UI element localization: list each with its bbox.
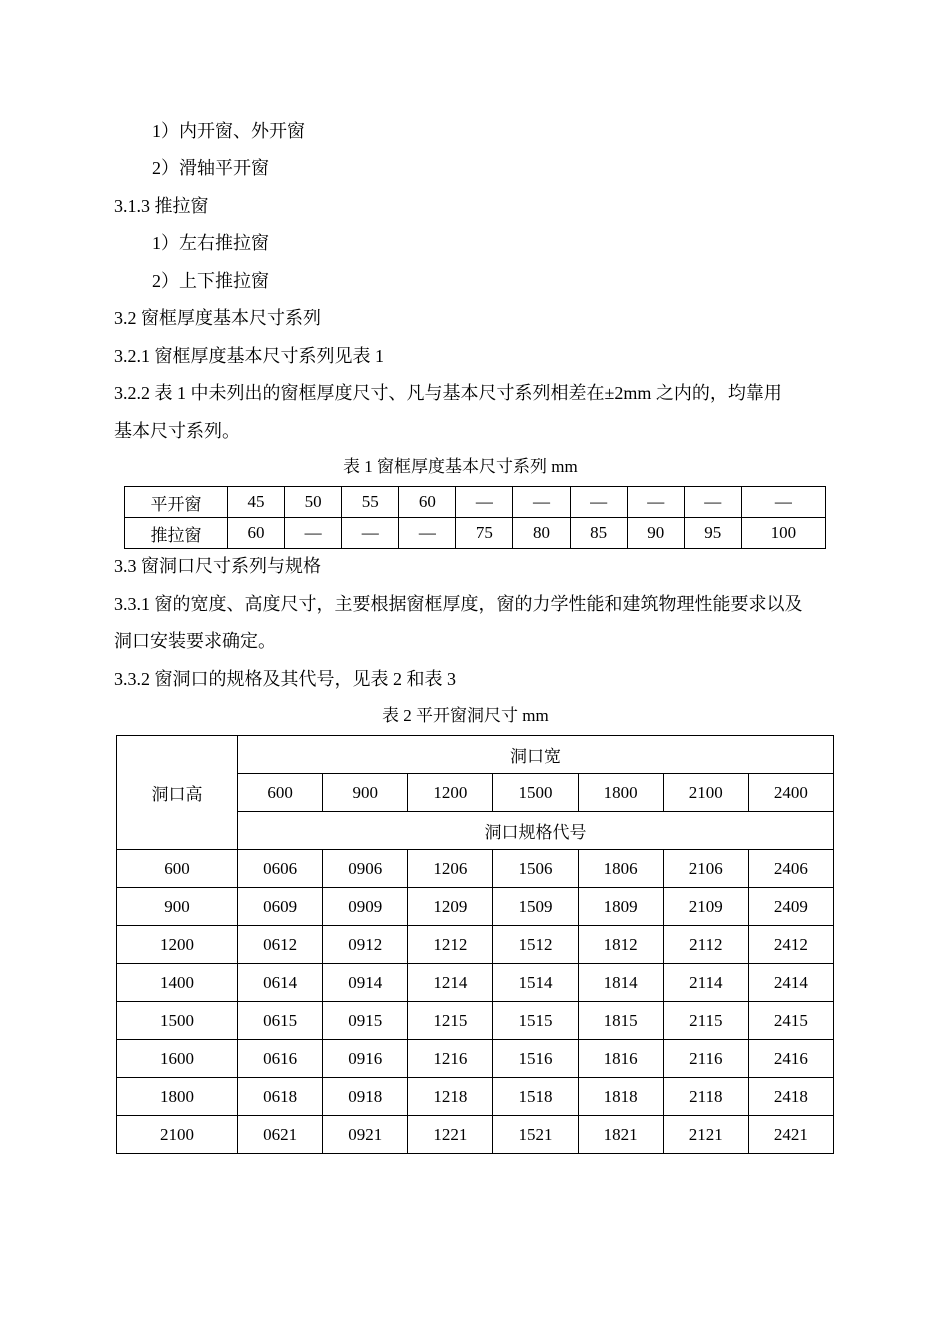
- paragraph: 3.2.2 表 1 中未列出的窗框厚度尺寸、凡与基本尺寸系列相差在±2mm 之内的，均靠用: [114, 383, 782, 403]
- table-cell: 80: [513, 518, 570, 549]
- table-cell: —: [570, 487, 627, 518]
- row-header-cell: 1200: [117, 926, 238, 964]
- table-cell: 1514: [493, 964, 578, 1002]
- table-cell: 1218: [408, 1078, 493, 1116]
- table-cell: 0915: [323, 1002, 408, 1040]
- width-value: 1200: [408, 774, 493, 812]
- table-row: [117, 850, 834, 888]
- table-cell: 1518: [493, 1078, 578, 1116]
- table-cell: 2116: [663, 1040, 748, 1078]
- table-cell: 1214: [408, 964, 493, 1002]
- table-row: [117, 964, 834, 1002]
- table-cell: 2121: [663, 1116, 748, 1154]
- table-cell: 1806: [578, 850, 663, 888]
- table-cell: 90: [627, 518, 684, 549]
- table-cell: —: [684, 487, 741, 518]
- table-cell: 0914: [323, 964, 408, 1002]
- table-cell: 0621: [238, 1116, 323, 1154]
- paragraph-continuation: 基本尺寸系列。: [114, 421, 240, 441]
- table-cell: 2416: [748, 1040, 833, 1078]
- table-row: [125, 487, 826, 518]
- table-cell: 2421: [748, 1116, 833, 1154]
- table-cell: 1512: [493, 926, 578, 964]
- section-heading: 3.1.3 推拉窗: [114, 196, 209, 216]
- table-cell: 0916: [323, 1040, 408, 1078]
- table-cell: 1215: [408, 1002, 493, 1040]
- table-cell: 2412: [748, 926, 833, 964]
- width-value: 600: [238, 774, 323, 812]
- table-cell: 1816: [578, 1040, 663, 1078]
- table-cell: 2118: [663, 1078, 748, 1116]
- table-cell: 95: [684, 518, 741, 549]
- table-row: [117, 1002, 834, 1040]
- section-heading: 3.2 窗框厚度基本尺寸系列: [114, 308, 321, 328]
- table-cell: 0616: [238, 1040, 323, 1078]
- table-cell: 0921: [323, 1116, 408, 1154]
- table-cell: —: [741, 487, 825, 518]
- table1: [124, 486, 826, 549]
- table2: [116, 735, 834, 1154]
- table-cell: 0906: [323, 850, 408, 888]
- width-label: 洞口宽: [238, 736, 834, 774]
- table-cell: 2106: [663, 850, 748, 888]
- table-cell: 45: [228, 487, 285, 518]
- table-cell: 55: [342, 487, 399, 518]
- paragraph-continuation: 洞口安装要求确定。: [114, 631, 276, 651]
- table-row: [117, 888, 834, 926]
- table-cell: 50: [285, 487, 342, 518]
- table-cell: 1212: [408, 926, 493, 964]
- table-cell: 1216: [408, 1040, 493, 1078]
- row-header-cell: 1400: [117, 964, 238, 1002]
- list-item: 2）滑轴平开窗: [152, 158, 269, 178]
- table-cell: 0615: [238, 1002, 323, 1040]
- table-cell: 1815: [578, 1002, 663, 1040]
- table-cell: 1516: [493, 1040, 578, 1078]
- table-cell: 0909: [323, 888, 408, 926]
- list-item: 2）上下推拉窗: [152, 271, 269, 291]
- table-cell: 0618: [238, 1078, 323, 1116]
- width-value: 1500: [493, 774, 578, 812]
- table-row: [117, 1040, 834, 1078]
- row-header-cell: 600: [117, 850, 238, 888]
- table-cell: 0609: [238, 888, 323, 926]
- table1-caption: 表 1 窗框厚度基本尺寸系列 mm: [343, 457, 578, 476]
- table-cell: —: [456, 487, 513, 518]
- table-cell: 0614: [238, 964, 323, 1002]
- table-cell: 2406: [748, 850, 833, 888]
- paragraph: 3.3.2 窗洞口的规格及其代号，见表 2 和表 3: [114, 669, 456, 689]
- table-cell: 75: [456, 518, 513, 549]
- table-cell: 60: [399, 487, 456, 518]
- width-value: 2100: [663, 774, 748, 812]
- table-row: [117, 1078, 834, 1116]
- table-cell: 2409: [748, 888, 833, 926]
- table-cell: 1206: [408, 850, 493, 888]
- table-cell: 2112: [663, 926, 748, 964]
- table-cell: 2115: [663, 1002, 748, 1040]
- table-cell: 2418: [748, 1078, 833, 1116]
- table-cell: 1814: [578, 964, 663, 1002]
- table-cell: —: [342, 518, 399, 549]
- table-row: [125, 518, 826, 549]
- row-header-cell: 1800: [117, 1078, 238, 1116]
- code-label: 洞口规格代号: [238, 812, 834, 850]
- table-cell: 平开窗: [125, 487, 228, 518]
- row-header-cell: 900: [117, 888, 238, 926]
- table-row: [117, 1116, 834, 1154]
- width-value: 2400: [748, 774, 833, 812]
- list-item: 1）内开窗、外开窗: [152, 121, 305, 141]
- section-heading: 3.3 窗洞口尺寸系列与规格: [114, 556, 321, 576]
- table-cell: 0606: [238, 850, 323, 888]
- table-header-row: [117, 736, 834, 774]
- row-header-label: 洞口高: [117, 736, 238, 850]
- paragraph: 3.3.1 窗的宽度、高度尺寸，主要根据窗框厚度，窗的力学性能和建筑物理性能要求以及: [114, 594, 803, 614]
- table-cell: 1515: [493, 1002, 578, 1040]
- row-header-cell: 1600: [117, 1040, 238, 1078]
- table-cell: 2414: [748, 964, 833, 1002]
- table-cell: 推拉窗: [125, 518, 228, 549]
- table-cell: 0918: [323, 1078, 408, 1116]
- table-cell: 1509: [493, 888, 578, 926]
- table-cell: —: [627, 487, 684, 518]
- table-cell: —: [399, 518, 456, 549]
- table2-caption: 表 2 平开窗洞尺寸 mm: [382, 706, 549, 725]
- table-cell: —: [513, 487, 570, 518]
- table-cell: 1521: [493, 1116, 578, 1154]
- paragraph: 3.2.1 窗框厚度基本尺寸系列见表 1: [114, 346, 384, 366]
- table-cell: 1821: [578, 1116, 663, 1154]
- width-value: 1800: [578, 774, 663, 812]
- table-cell: 1221: [408, 1116, 493, 1154]
- table-cell: 1209: [408, 888, 493, 926]
- table-cell: 2114: [663, 964, 748, 1002]
- table-cell: 60: [228, 518, 285, 549]
- table-cell: 1812: [578, 926, 663, 964]
- table-cell: 1818: [578, 1078, 663, 1116]
- table-cell: 1506: [493, 850, 578, 888]
- table-cell: 100: [741, 518, 825, 549]
- table-cell: 85: [570, 518, 627, 549]
- table-cell: —: [285, 518, 342, 549]
- table-row: [117, 926, 834, 964]
- table-cell: 2415: [748, 1002, 833, 1040]
- table-cell: 2109: [663, 888, 748, 926]
- table-cell: 0912: [323, 926, 408, 964]
- row-header-cell: 1500: [117, 1002, 238, 1040]
- list-item: 1）左右推拉窗: [152, 233, 269, 253]
- table-cell: 1809: [578, 888, 663, 926]
- row-header-cell: 2100: [117, 1116, 238, 1154]
- table-cell: 0612: [238, 926, 323, 964]
- width-value: 900: [323, 774, 408, 812]
